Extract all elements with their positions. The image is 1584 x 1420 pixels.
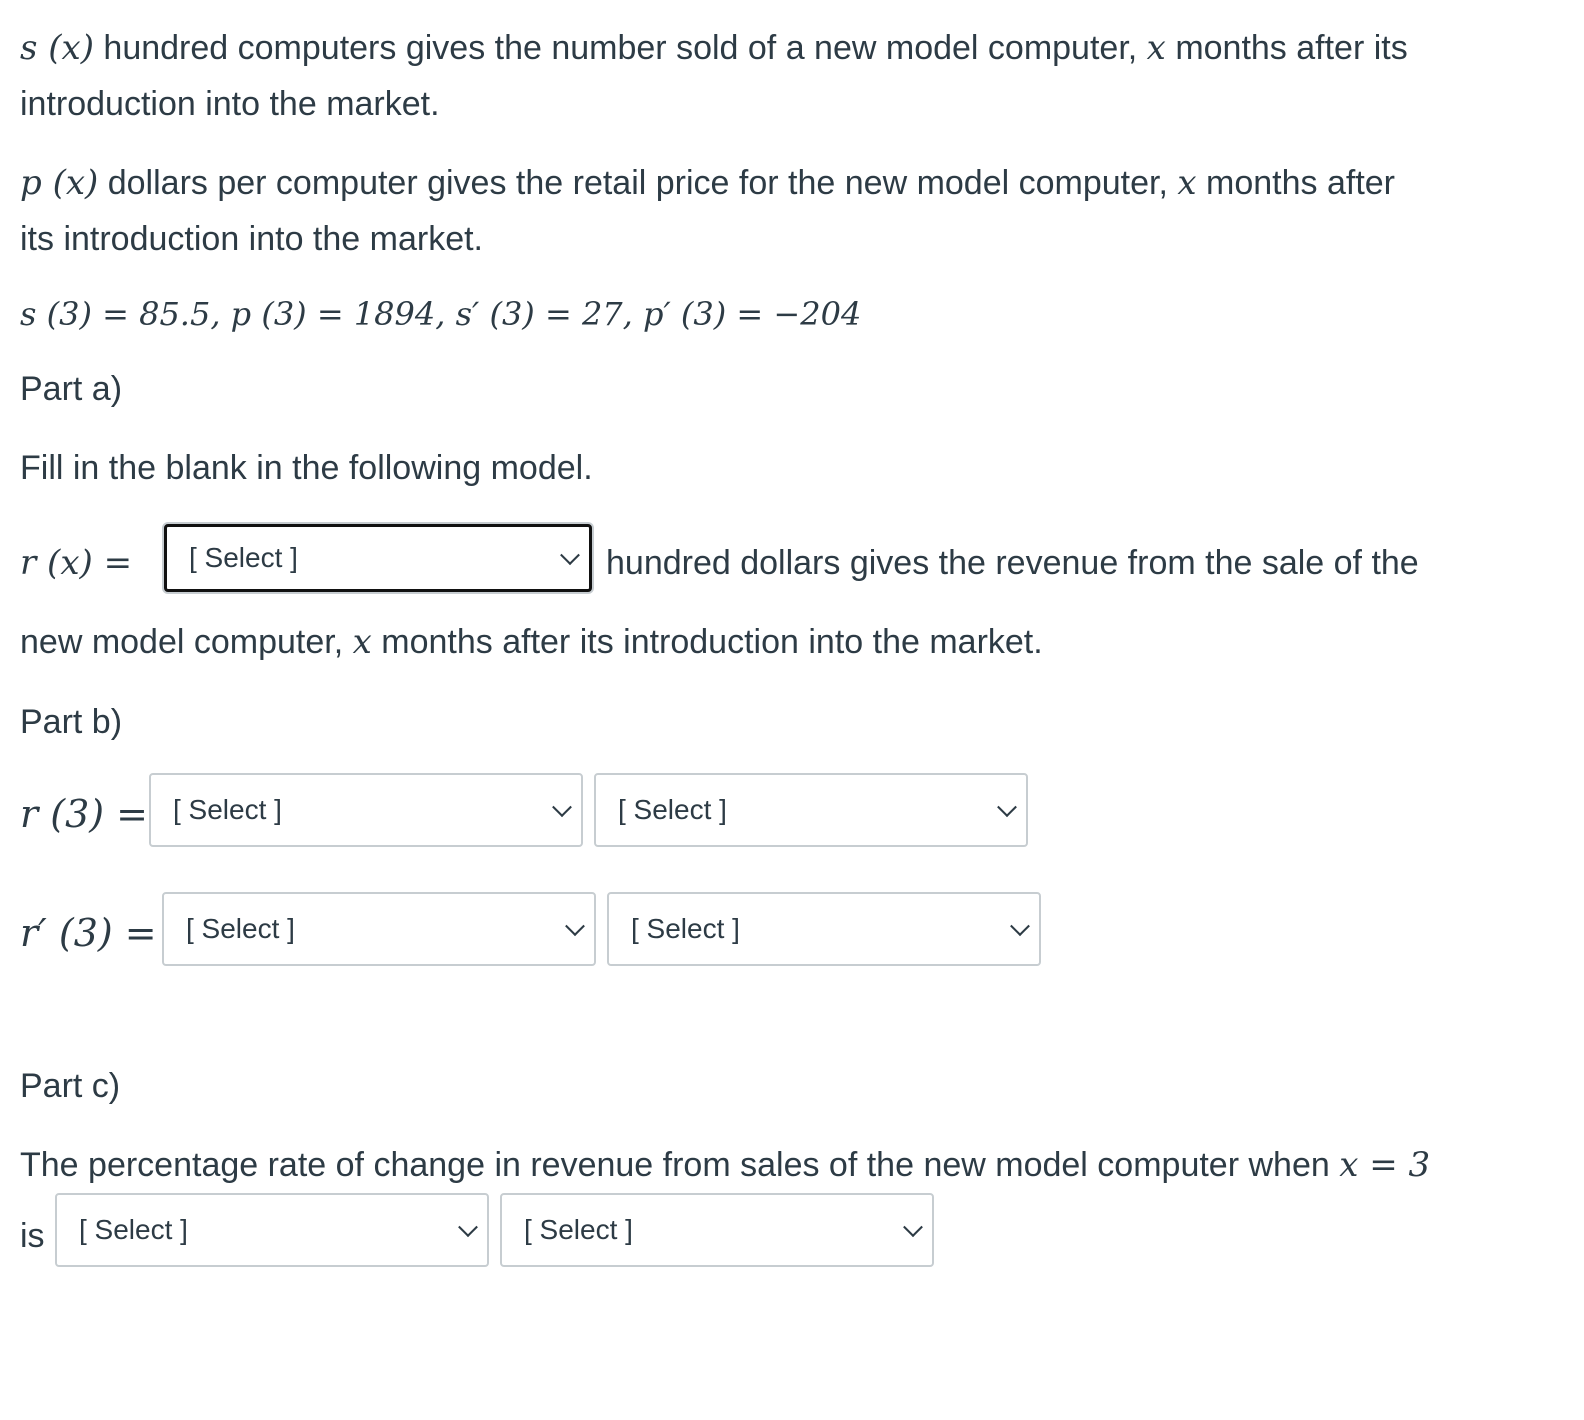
r3-select-1[interactable] [149,773,583,847]
part-a-line2 [20,614,1043,670]
p-definition-text2: months after [1206,164,1395,202]
r3-select-1-value: [ Select ] [173,794,282,825]
s-function: s (x) [20,28,94,68]
p-definition-line2: its introduction into the market. [20,220,484,258]
s-var-x: x [1146,28,1166,68]
part-c-select-2[interactable] [500,1193,934,1267]
part-a-var-x: x [352,622,372,662]
r3-select-2[interactable] [594,773,1028,847]
p-function: p (x) [20,163,99,203]
given-values: s (3) = 85.5, p (3) = 1894, s′ (3) = 27, p′ (3) = −204 [20,295,862,333]
chevron-down-icon [560,545,580,565]
chevron-down-icon [1010,916,1030,936]
s-definition-text2: months after its [1175,29,1408,67]
part-a-text-after: hundred dollars gives the revenue from the sale of the [606,544,1419,582]
rp3-lhs: r′ (3) = [20,911,157,955]
part-b-heading: Part b) [20,703,123,741]
p-definition-text: dollars per computer gives the retail price for the new model computer, [107,164,1168,202]
r-x-lhs: r (x) = [20,543,133,583]
rp3-select-2[interactable] [607,892,1041,966]
part-c-text-line [20,1137,1430,1193]
rp3-select-2-value: [ Select ] [631,913,740,944]
r3-select-2-value: [ Select ] [618,794,727,825]
rp3-select-1[interactable] [162,892,596,966]
s-definition-text: hundred computers gives the number sold of a new model computer, [103,29,1138,67]
chevron-down-icon [565,916,585,936]
rp3-select-1-value: [ Select ] [186,913,295,944]
part-c-select-2-value: [ Select ] [524,1214,633,1245]
s-definition-line2: introduction into the market. [20,85,440,123]
part-a-select[interactable] [164,524,592,592]
part-c-select-1-value: [ Select ] [79,1214,188,1245]
part-a-heading: Part a) [20,370,123,408]
part-a-instruction: Fill in the blank in the following model. [20,449,593,487]
part-c-select-1[interactable] [55,1193,489,1267]
part-a-line2-a: new model computer, [20,623,344,661]
r3-lhs: r (3) = [20,792,148,836]
chevron-down-icon [903,1217,923,1237]
part-c-heading: Part c) [20,1067,121,1105]
part-c-text: The percentage rate of change in revenue from sales of the new model computer when [20,1146,1330,1184]
chevron-down-icon [458,1217,478,1237]
chevron-down-icon [997,797,1017,817]
p-definition-line1 [20,155,1395,211]
part-a-select-value: [ Select ] [189,542,298,573]
part-a-line2-b: months after its introduction into the market. [381,623,1043,661]
p-var-x: x [1177,163,1197,203]
s-definition-line1 [20,20,1408,76]
part-c-condition: x = 3 [1339,1145,1431,1185]
chevron-down-icon [552,797,572,817]
part-c-is: is [20,1217,45,1255]
